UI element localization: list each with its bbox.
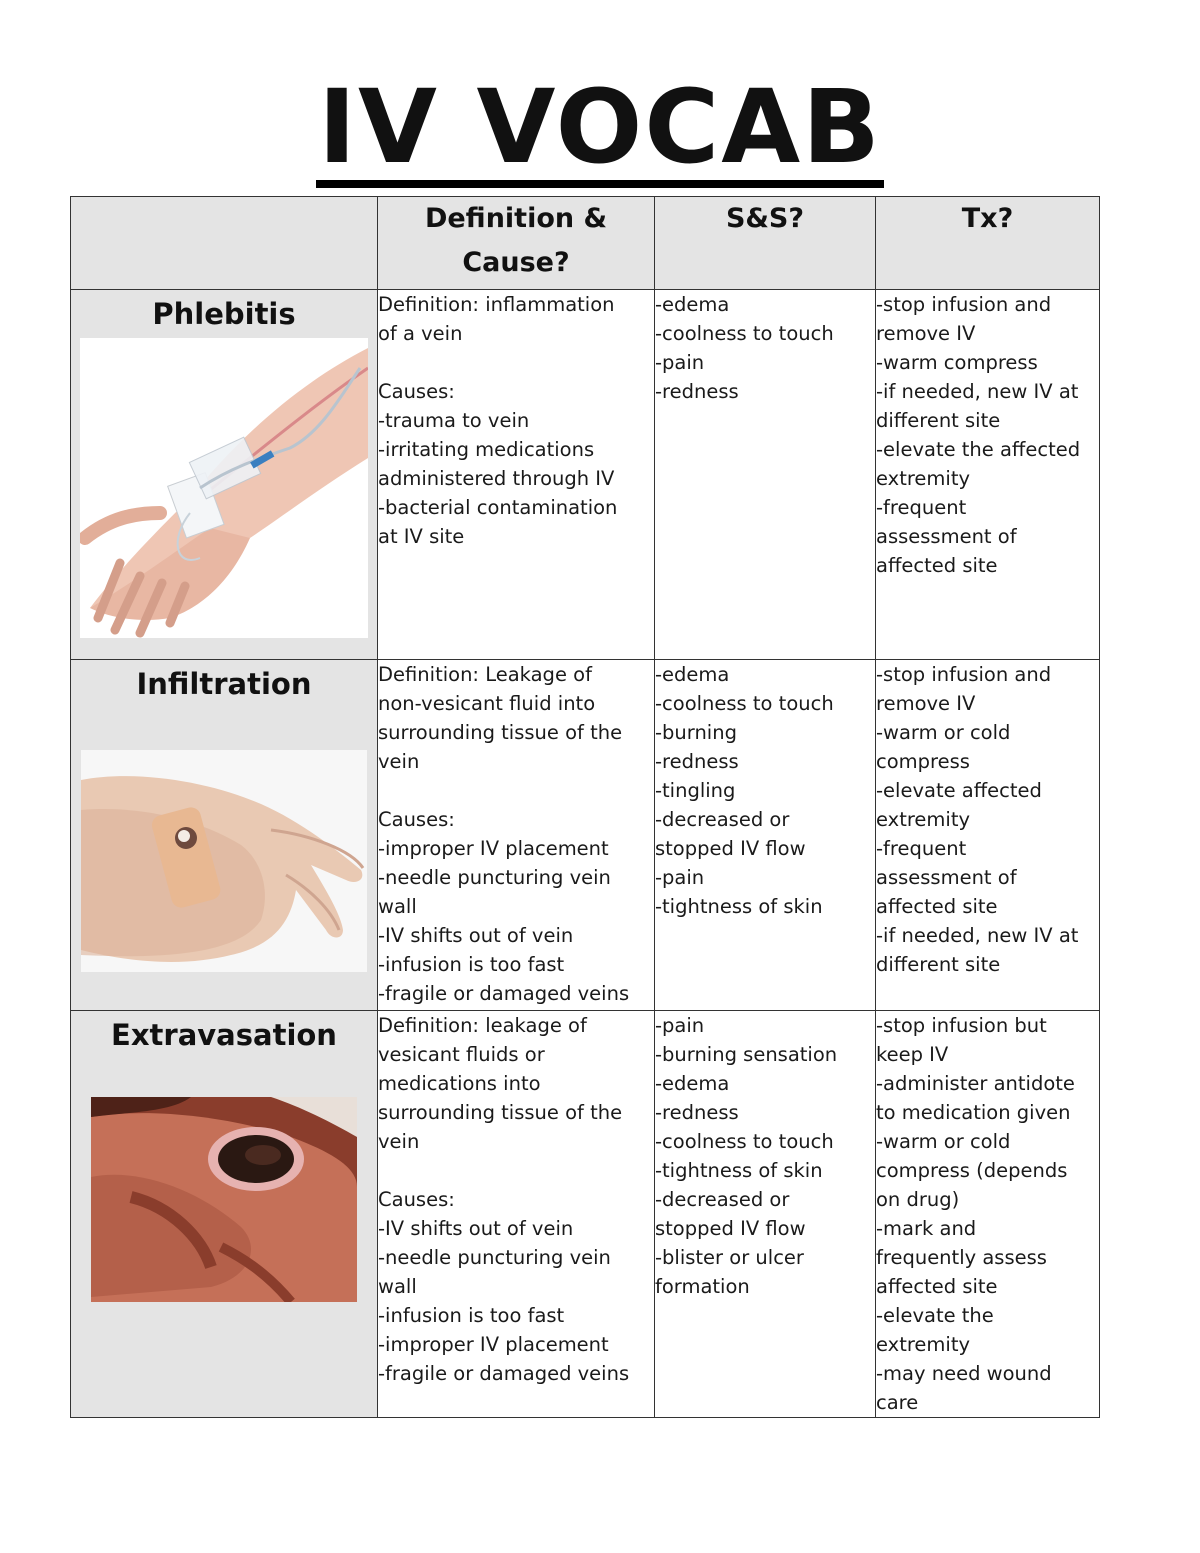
table-row [71,1011,1100,1418]
header-empty [71,197,378,290]
vocab-table [70,196,1100,1418]
condition-name: Extravasation [111,1018,337,1052]
header-signs-symptoms: S&S? [655,197,876,290]
definition-cause-cell: Definition: leakage of vesicant fluids or medications into surrounding tissue of the vein Causes: -IV shifts out of vein -needle puncturing vein wall -infusion is too fast -improper IV placement -fragile or damaged veins [378,1011,655,1418]
treatment-cell: -stop infusion but keep IV -administer antidote to medication given -warm or cold compress (depends on drug) -mark and frequently assess affected site -elevate the extremity -may need wound care [876,1011,1100,1418]
header-definition-cause: Definition & Cause? [378,197,655,290]
row-header-infiltration [71,660,378,1011]
header-row [71,197,1100,290]
table-row [71,660,1100,1011]
row-header-extravasation [71,1011,378,1418]
document-title: IV VOCAB [318,68,882,187]
signs-symptoms-cell: -pain -burning sensation -edema -redness -coolness to touch -tightness of skin -decreased or stopped IV flow -blister or ulcer formation [655,1011,876,1418]
infiltration-hand-image [81,750,367,972]
condition-name: Infiltration [136,667,312,701]
condition-name: Phlebitis [152,297,296,331]
definition-cause-cell: Definition: inflammation of a vein Causes: -trauma to vein -irritating medications administered through IV -bacterial contamination at IV site [378,290,655,660]
phlebitis-iv-hand-image [80,338,368,638]
row-header-phlebitis [71,290,378,660]
definition-cause-cell: Definition: Leakage of non-vesicant fluid into surrounding tissue of the vein Causes: -improper IV placement -needle puncturing vein wall -IV shifts out of vein -infusion is too fast -fragile or damaged veins [378,660,655,1011]
signs-symptoms-cell: -edema -coolness to touch -burning -redness -tingling -decreased or stopped IV flow -pain -tightness of skin [655,660,876,1011]
treatment-cell: -stop infusion and remove IV -warm or cold compress -elevate affected extremity -frequent assessment of affected site -if needed, new IV at different site [876,660,1100,1011]
extravasation-wound-image [91,1097,357,1302]
treatment-cell: -stop infusion and remove IV -warm compress -if needed, new IV at different site -elevate the affected extremity -frequent assessment of affected site [876,290,1100,660]
header-treatment: Tx? [876,197,1100,290]
table-row [71,290,1100,660]
signs-symptoms-cell: -edema -coolness to touch -pain -redness [655,290,876,660]
